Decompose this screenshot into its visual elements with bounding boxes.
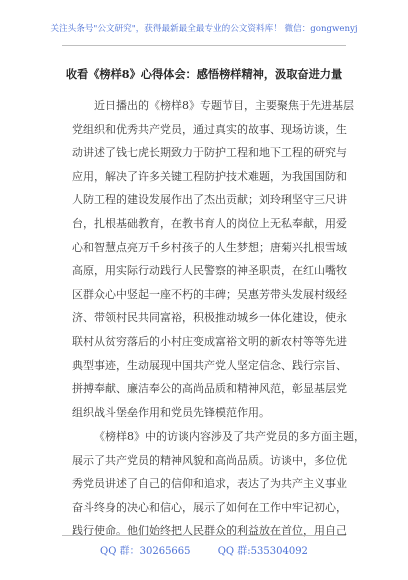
paragraph-line: 高原，用实际行动践行人民警察的神圣职责，在红山嘴牧 — [72, 264, 347, 278]
paragraph-line: 秀党员讲述了自己的信仰和追求，表达了为共产主义事业 — [72, 477, 347, 491]
paragraph-line: 近日播出的《榜样8》专题节目，主要聚焦于先进基层 — [94, 99, 354, 112]
paragraph-line: 奋斗终身的决心和信心，展示了如何在工作中牢记初心， — [72, 500, 347, 514]
paragraph-line: 应用，解决了许多关键工程防护技术难题，为我国国防和 — [72, 169, 347, 183]
footer-qq-group-1: QQ 群：30265665 — [100, 546, 191, 557]
paragraph-line: 拼搏奉献、廉洁奉公的高尚品质和精神风范，彰显基层党 — [72, 382, 347, 396]
paragraph-line: 人防工程的建设发展作出了杰出贡献；刘玲琍坚守三尺讲 — [72, 193, 347, 207]
paragraph-line: 践行使命。他们始终把人民群众的利益放在首位，用自己 — [72, 524, 347, 538]
paragraph-line: 组织战斗堡垒作用和党员先锋模范作用。 — [72, 405, 270, 419]
paragraph-line: 区群众心中竖起一座不朽的丰碑；吴惠芳带头发展村级经 — [72, 287, 347, 301]
footer-contact — [0, 542, 408, 557]
paragraph-2 — [72, 425, 365, 543]
footer-qq-group-2: QQ 群:535304092 — [217, 546, 308, 557]
paragraph-line: 典型事迹，生动展现中国共产党人坚定信念、践行宗旨、 — [72, 358, 347, 372]
paragraph-line: 展示了共产党员的精神风貌和高尚品质。访谈中，多位优 — [72, 453, 347, 467]
paragraph-line: 联村从贫穷落后的小村庄变成富裕文明的新农村等等先进 — [72, 334, 347, 348]
paragraph-line: 心和智慧点亮万千乡村孩子的人生梦想；唐菊兴扎根雪域 — [72, 240, 347, 254]
paragraph-line: 台，扎根基础教育，在教书育人的岗位上无私奉献，用爱 — [72, 216, 347, 230]
paragraph-line: 党组织和优秀共产党员，通过真实的故事、现场访谈，生 — [72, 122, 347, 136]
footer-divider — [62, 535, 346, 536]
paragraph-line: 动讲述了钱七虎长期致力于防护工程和地下工程的研究与 — [72, 146, 347, 160]
paragraph-line: 《榜样8》中的访谈内容涉及了共产党员的多方面主题， — [94, 430, 365, 443]
header-promo-note: 关注头条号"公文研究"，获得最新最全最专业的公文资料库！ 微信：gongwenyj — [50, 24, 358, 34]
header-divider — [62, 45, 346, 46]
document-title: 收看《榜样8》心得体会：感悟榜样精神，汲取奋进力量 — [65, 67, 343, 81]
paragraph-1 — [72, 94, 354, 424]
paragraph-line: 济、带领村民共同富裕，积极推动城乡一体化建设，使永 — [72, 311, 347, 325]
